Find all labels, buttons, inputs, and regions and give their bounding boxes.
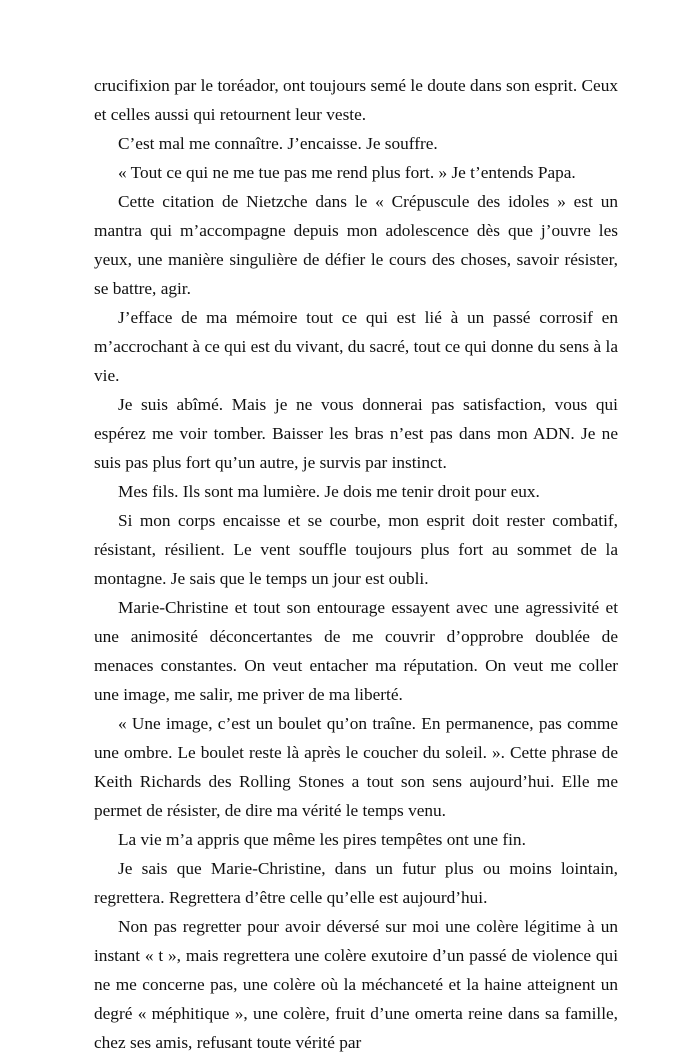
- paragraph: Je sais que Marie-Christine, dans un futur plus ou moins lointain, regrettera. Regrettera d’être celle qu’elle est aujourd’hui.: [94, 859, 618, 907]
- paragraph: « Tout ce qui ne me tue pas me rend plus fort. » Je t’entends Papa.: [118, 163, 576, 182]
- paragraph: Je suis abîmé. Mais je ne vous donnerai pas satisfaction, vous qui espérez me voir tomber. Baisser les bras n’est pas dans mon ADN. Je ne suis pas plus fort qu’un autre, je survis par instinct.: [94, 395, 618, 472]
- paragraph-continuation: crucifixion par le toréador, ont toujours semé le doute dans son esprit. Ceux et celles aussi qui retournent leur veste.: [94, 76, 618, 124]
- paragraph: Mes fils. Ils sont ma lumière. Je dois me tenir droit pour eux.: [118, 482, 540, 501]
- paragraph: C’est mal me connaître. J’encaisse. Je souffre.: [118, 134, 438, 153]
- paragraph: « Une image, c’est un boulet qu’on traîne. En permanence, pas comme une ombre. Le boulet reste là après le coucher du soleil. ». Cette phrase de Keith Richards des Rolling Stones a tout son sens aujourd’hui. Elle me permet de résister, de dire ma vérité le temps venu.: [94, 714, 618, 820]
- paragraph: Si mon corps encaisse et se courbe, mon esprit doit rester combatif, résistant, résilient. Le vent souffle toujours plus fort au sommet de la montagne. Je sais que le temps un jour est oubli.: [94, 511, 618, 588]
- paragraph: La vie m’a appris que même les pires tempêtes ont une fin.: [118, 830, 526, 849]
- paragraph: Cette citation de Nietzche dans le « Crépuscule des idoles » est un mantra qui m’accompagne depuis mon adolescence dès que j’ouvre les yeux, une manière singulière de défier le cours des choses, savoir résister, se battre, agir.: [94, 192, 618, 298]
- paragraph: J’efface de ma mémoire tout ce qui est lié à un passé corrosif en m’accrochant à ce qui est du vivant, du sacré, tout ce qui donne du sens à la vie.: [94, 308, 618, 385]
- paragraph: Marie-Christine et tout son entourage essayent avec une agressivité et une animosité déconcertantes de me couvrir d’opprobre doublée de menaces constantes. On veut entacher ma réputation. On veut me coller une image, me salir, me priver de ma liberté.: [94, 598, 618, 704]
- page-text: [94, 71, 618, 1057]
- paragraph: Non pas regretter pour avoir déversé sur moi une colère légitime à un instant « t », mais regrettera une colère exutoire d’un passé de violence qui ne me concerne pas, une colère où la méchanceté et la haine atteignent un degré « méphitique », une colère, fruit d’une omerta reine dans sa famille, chez ses amis, refusant toute vérité par: [94, 917, 618, 1052]
